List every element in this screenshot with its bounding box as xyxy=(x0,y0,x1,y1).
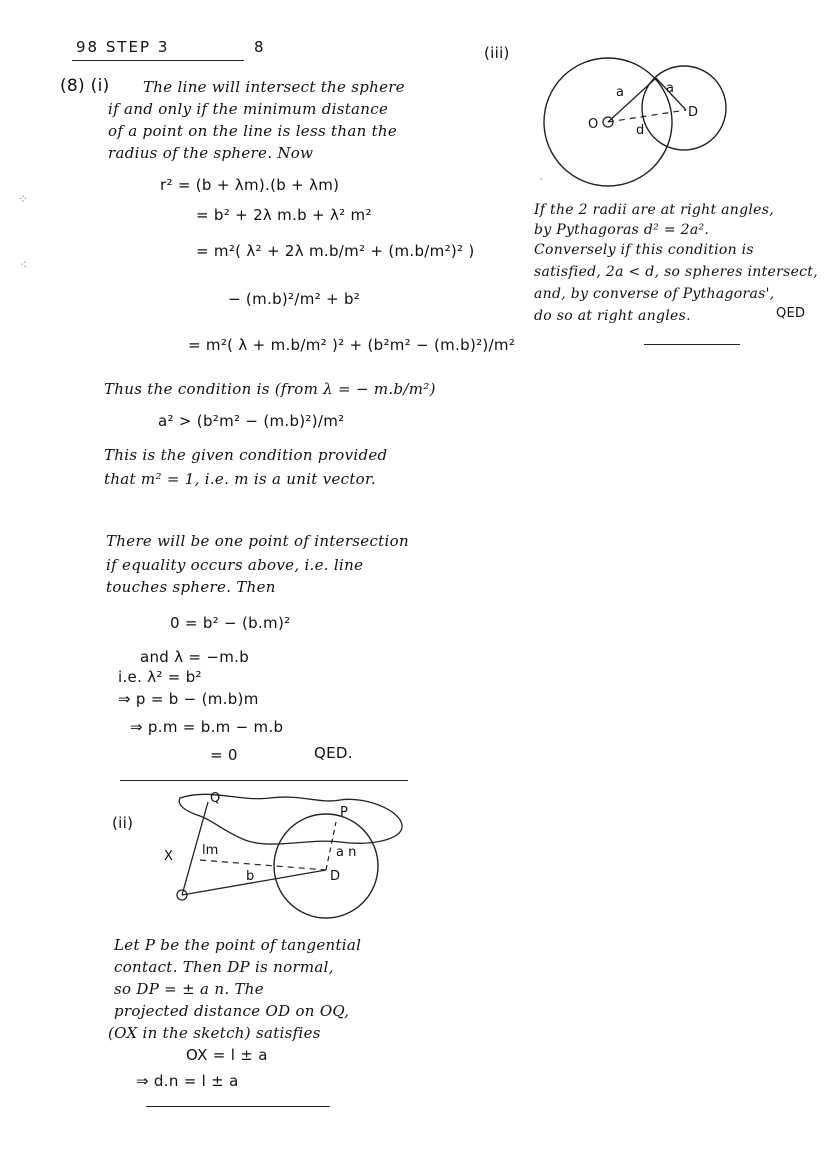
header-underline xyxy=(72,60,244,61)
part-i-touch-equation-4: ⇒ p = b − (m.b)m xyxy=(118,690,259,708)
part-iii-qed: QED xyxy=(776,306,806,321)
part-i-touch-equation-1: 0 = b² − (b.m)² xyxy=(170,614,291,632)
part-iii-end-rule xyxy=(644,344,740,345)
label-lm: lm xyxy=(202,843,219,858)
part-ii-end-rule xyxy=(146,1106,330,1107)
part-i-intro-line-1: The line will intersect the sphere xyxy=(143,78,405,96)
scan-speck-3: ‵ xyxy=(540,176,543,190)
projection-dashed-line xyxy=(200,860,326,870)
part-ii-text-line-2: contact. Then DP is normal, xyxy=(114,958,334,976)
part-i-touch-equation-6: = 0 xyxy=(210,746,238,764)
label-a-2: a xyxy=(666,81,674,96)
part-i-intro-line-3: of a point on the line is less than the xyxy=(108,122,398,140)
label-d-distance: d xyxy=(636,123,645,138)
page-header-title: 98 STEP 3 xyxy=(76,38,170,56)
label-an: a n xyxy=(336,845,357,860)
part-iii-text-line-2: by Pythagoras d² = 2a². xyxy=(534,222,710,238)
part-iii-label: (iii) xyxy=(484,44,510,62)
scan-speck-2: ⁖ xyxy=(20,258,28,272)
part-iii-text-line-1: If the 2 radii are at right angles, xyxy=(534,202,774,218)
part-iii-sketch xyxy=(536,52,736,192)
part-i-touch-equation-2: and λ = −m.b xyxy=(140,648,250,666)
part-i-equation-3: = m²( λ² + 2λ m.b/m² + (m.b/m²)² ) xyxy=(196,242,475,260)
part-ii-equation-2: ⇒ d.n = l ± a xyxy=(136,1072,239,1090)
part-i-touch-line-1: There will be one point of intersection xyxy=(106,532,409,550)
label-o: O xyxy=(588,117,599,132)
part-i-touch-equation-3: i.e. λ² = b² xyxy=(118,668,202,686)
part-ii-text-line-5: (OX in the sketch) satisfies xyxy=(108,1024,321,1042)
part-i-label: (8) (i) xyxy=(60,76,110,96)
part-iii-text-line-4: satisfied, 2a < d, so spheres intersect, xyxy=(534,264,818,280)
part-i-touch-equation-5: ⇒ p.m = b.m − m.b xyxy=(130,718,284,736)
part-i-touch-line-2: if equality occurs above, i.e. line xyxy=(106,556,364,574)
part-i-given-line-2: that m² = 1, i.e. m is a unit vector. xyxy=(104,470,376,488)
radius-dp-dashed xyxy=(326,822,336,870)
part-i-touch-line-3: touches sphere. Then xyxy=(106,578,276,596)
sphere-circle xyxy=(274,814,378,918)
part-ii-label: (ii) xyxy=(112,814,134,832)
label-p: P xyxy=(340,805,348,820)
label-q: Q xyxy=(210,791,221,806)
part-i-equation-5: = m²( λ + m.b/m² )² + (b²m² − (m.b)²)/m² xyxy=(188,336,516,354)
part-iii-text-line-5: and, by converse of Pythagoras', xyxy=(534,286,775,302)
page-header-question: 8 xyxy=(254,38,266,56)
label-a-1: a xyxy=(616,85,624,100)
part-i-equation-1: r² = (b + λm).(b + λm) xyxy=(160,176,340,194)
label-b: b xyxy=(246,869,255,884)
part-ii-text-line-4: projected distance OD on OQ, xyxy=(114,1002,350,1020)
label-x: X xyxy=(164,849,173,864)
part-i-condition-equation: a² > (b²m² − (m.b)²)/m² xyxy=(158,412,345,430)
scan-speck-1: ⁘ xyxy=(18,192,29,206)
label-d: D xyxy=(330,869,341,884)
part-i-equation-2: = b² + 2λ m.b + λ² m² xyxy=(196,206,372,224)
label-d-centre: D xyxy=(688,105,699,120)
part-i-condition-text: Thus the condition is (from λ = − m.b/m²) xyxy=(104,380,436,398)
part-ii-sketch xyxy=(150,780,410,950)
part-ii-text-line-1: Let P be the point of tangential xyxy=(114,936,362,954)
part-iii-text-line-3: Conversely if this condition is xyxy=(534,242,754,258)
part-ii-text-line-3: so DP = ± a n. The xyxy=(114,980,264,998)
part-i-intro-line-4: radius of the sphere. Now xyxy=(108,144,314,162)
part-iii-text-line-6: do so at right angles. xyxy=(534,308,691,324)
part-i-equation-4: − (m.b)²/m² + b² xyxy=(228,290,361,308)
part-i-given-line-1: This is the given condition provided xyxy=(104,446,388,464)
part-i-intro-line-2: if and only if the minimum distance xyxy=(108,100,389,118)
part-i-qed: QED. xyxy=(314,744,353,762)
part-ii-equation-1: OX = l ± a xyxy=(186,1046,268,1064)
